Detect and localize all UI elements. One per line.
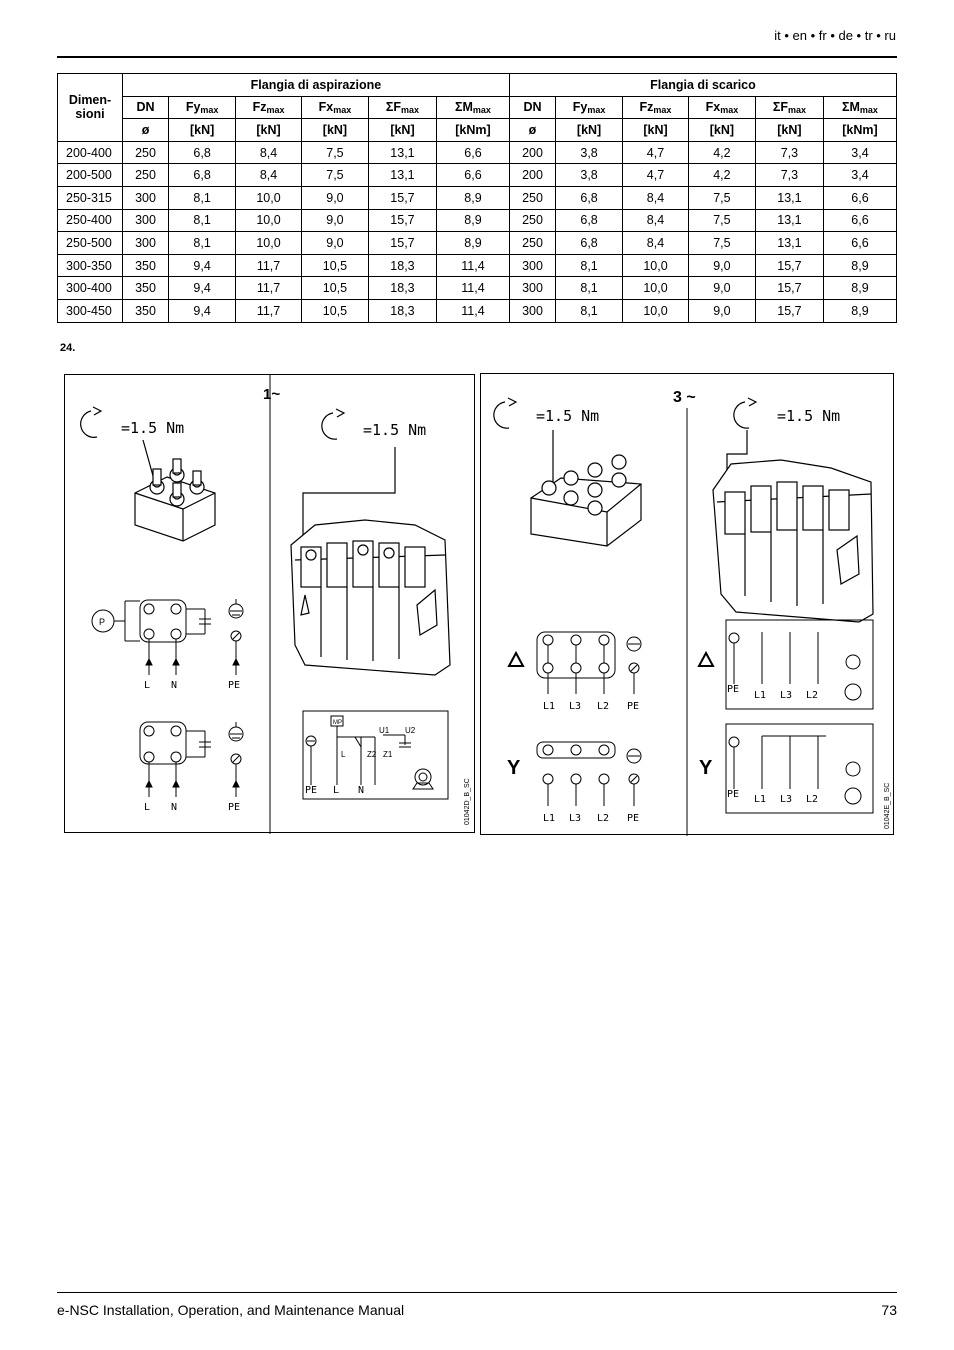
value-cell: 13,1 <box>368 141 436 164</box>
start-line-pe: PE <box>228 802 241 813</box>
value-cell: 9,4 <box>169 277 236 300</box>
value-cell: 11,7 <box>236 254 302 277</box>
star-inset-l3: L3 <box>780 794 793 805</box>
value-cell: 8,9 <box>823 299 896 322</box>
value-cell: 8,1 <box>556 254 623 277</box>
value-cell: 15,7 <box>755 277 823 300</box>
start-line-l: L <box>144 802 151 813</box>
star-inset-diagram <box>726 724 873 813</box>
value-cell: 6,6 <box>823 232 896 255</box>
value-cell: 200 <box>509 164 555 187</box>
torque-label: =1.5 Nm <box>363 421 427 439</box>
value-cell: 15,7 <box>755 299 823 322</box>
value-cell: 18,3 <box>368 254 436 277</box>
delta-line-l1: L1 <box>543 701 556 712</box>
column-header-fz: $Fz_{max}$ <box>236 96 302 119</box>
value-cell: 8,4 <box>623 232 689 255</box>
value-cell: 8,4 <box>236 164 302 187</box>
value-cell: 11,7 <box>236 277 302 300</box>
value-cell: 250 <box>123 164 169 187</box>
star-symbol: Y <box>507 757 521 779</box>
run-line-pe: PE <box>228 680 241 691</box>
value-cell: 10,5 <box>301 277 368 300</box>
delta-inset-pe: PE <box>727 684 740 695</box>
value-cell: 9,4 <box>169 254 236 277</box>
unit-header: [kN] <box>169 119 236 142</box>
discharge-group-header: Flangia di scarico <box>509 74 896 97</box>
column-header-fy: $Fy_{max}$ <box>169 96 236 119</box>
unit-header-row <box>58 119 897 142</box>
wiring-diagram-start <box>140 722 243 797</box>
value-cell: 3,8 <box>556 141 623 164</box>
torque-label: =1.5 Nm <box>777 407 841 425</box>
unit-header: [kNm] <box>436 119 509 142</box>
star-line-pe: PE <box>627 813 640 824</box>
value-cell: 6,8 <box>556 186 623 209</box>
suction-group-header: Flangia di aspirazione <box>123 74 510 97</box>
run-line-n: N <box>171 680 178 691</box>
single-phase-panel <box>64 374 475 833</box>
value-cell: 13,1 <box>755 186 823 209</box>
table-row <box>58 141 897 164</box>
unit-header: ø <box>509 119 555 142</box>
terminal-block-icon <box>135 440 215 541</box>
column-header-row <box>58 96 897 119</box>
terminal-strip-icon <box>291 447 450 675</box>
wiring-diagram-run <box>92 599 243 675</box>
star-line-l2: L2 <box>597 813 610 824</box>
value-cell: 8,4 <box>236 141 302 164</box>
inset-line-pe: PE <box>305 785 318 796</box>
value-cell: 3,8 <box>556 164 623 187</box>
value-cell: 15,7 <box>368 209 436 232</box>
torque-arrow-icon <box>322 409 344 439</box>
value-cell: 300 <box>509 299 555 322</box>
value-cell: 8,9 <box>823 277 896 300</box>
unit-header: [kN] <box>556 119 623 142</box>
table-body <box>58 141 897 322</box>
value-cell: 350 <box>123 254 169 277</box>
torque-arrow-icon <box>81 407 101 437</box>
footer-title: e-NSC Installation, Operation, and Maintenance Manual <box>57 1302 405 1318</box>
table-row <box>58 254 897 277</box>
torque-label: =1.5 Nm <box>536 407 600 425</box>
value-cell: 7,5 <box>301 141 368 164</box>
column-header-sf: $\Sigma F_{max}$ <box>368 96 436 119</box>
inset-line-n: N <box>358 785 365 796</box>
value-cell: 6,6 <box>436 164 509 187</box>
inset-l-label: L <box>341 750 346 759</box>
star-line-l3: L3 <box>569 813 582 824</box>
value-cell: 8,9 <box>436 232 509 255</box>
value-cell: 200 <box>509 141 555 164</box>
single-phase-title: 1~ <box>263 386 281 403</box>
delta-wiring-diagram <box>509 632 641 694</box>
terminal-strip-icon <box>713 430 873 622</box>
column-header-fx: $Fx_{max}$ <box>301 96 368 119</box>
inset-u2-label: U2 <box>405 726 416 735</box>
value-cell: 4,7 <box>623 164 689 187</box>
value-cell: 9,0 <box>301 209 368 232</box>
delta-inset-l1: L1 <box>754 690 767 701</box>
column-header-dn: DN <box>509 96 555 119</box>
size-cell: 300-400 <box>58 277 123 300</box>
column-header-dn: DN <box>123 96 169 119</box>
value-cell: 250 <box>509 186 555 209</box>
table-row <box>58 299 897 322</box>
value-cell: 11,4 <box>436 277 509 300</box>
value-cell: 8,1 <box>556 277 623 300</box>
unit-header: ø <box>123 119 169 142</box>
value-cell: 10,0 <box>236 186 302 209</box>
value-cell: 300 <box>509 254 555 277</box>
start-line-n: N <box>171 802 178 813</box>
star-symbol: Y <box>699 757 713 779</box>
value-cell: 350 <box>123 277 169 300</box>
page-number: 73 <box>881 1302 897 1318</box>
header-rule <box>57 56 897 58</box>
value-cell: 10,0 <box>236 232 302 255</box>
size-cell: 200-500 <box>58 164 123 187</box>
value-cell: 7,3 <box>755 164 823 187</box>
table-row <box>58 232 897 255</box>
unit-header: [kN] <box>368 119 436 142</box>
value-cell: 11,4 <box>436 254 509 277</box>
value-cell: 9,0 <box>301 232 368 255</box>
value-cell: 250 <box>509 232 555 255</box>
language-list: it • en • fr • de • tr • ru <box>774 28 896 43</box>
value-cell: 11,4 <box>436 299 509 322</box>
value-cell: 250 <box>123 141 169 164</box>
delta-inset-l2: L2 <box>806 690 819 701</box>
size-cell: 300-450 <box>58 299 123 322</box>
value-cell: 15,7 <box>368 232 436 255</box>
table-row <box>58 209 897 232</box>
inset-u1-label: U1 <box>379 726 390 735</box>
value-cell: 7,5 <box>688 232 755 255</box>
value-cell: 9,0 <box>688 277 755 300</box>
value-cell: 300 <box>509 277 555 300</box>
value-cell: 9,0 <box>688 254 755 277</box>
value-cell: 6,8 <box>556 209 623 232</box>
size-cell: 200-400 <box>58 141 123 164</box>
value-cell: 8,4 <box>623 186 689 209</box>
unit-header: [kN] <box>688 119 755 142</box>
value-cell: 10,0 <box>236 209 302 232</box>
star-line-l1: L1 <box>543 813 556 824</box>
value-cell: 4,2 <box>688 164 755 187</box>
figure-code: 01042E_B_SC <box>884 782 891 829</box>
delta-line-l2: L2 <box>597 701 610 712</box>
value-cell: 8,9 <box>823 254 896 277</box>
value-cell: 6,8 <box>169 164 236 187</box>
star-wiring-diagram <box>537 742 641 806</box>
inset-z1-label: Z1 <box>383 750 393 759</box>
value-cell: 8,1 <box>556 299 623 322</box>
value-cell: 6,8 <box>169 141 236 164</box>
value-cell: 9,0 <box>688 299 755 322</box>
size-cell: 250-400 <box>58 209 123 232</box>
figure-number: 24. <box>60 342 76 354</box>
dim-header: Dimen- sioni <box>58 74 123 142</box>
value-cell: 8,9 <box>436 186 509 209</box>
three-phase-diagram <box>481 374 895 836</box>
value-cell: 4,2 <box>688 141 755 164</box>
delta-inset-l3: L3 <box>780 690 793 701</box>
footer-rule <box>57 1292 897 1293</box>
value-cell: 3,4 <box>823 164 896 187</box>
column-header-sm: $\Sigma M_{max}$ <box>823 96 896 119</box>
star-inset-pe: PE <box>727 789 740 800</box>
size-cell: 250-500 <box>58 232 123 255</box>
unit-header: [kN] <box>755 119 823 142</box>
terminal-block-icon <box>531 430 641 546</box>
unit-header: [kN] <box>301 119 368 142</box>
value-cell: 300 <box>123 186 169 209</box>
size-cell: 300-350 <box>58 254 123 277</box>
value-cell: 9,0 <box>301 186 368 209</box>
value-cell: 8,1 <box>169 232 236 255</box>
value-cell: 3,4 <box>823 141 896 164</box>
value-cell: 6,6 <box>823 209 896 232</box>
value-cell: 10,0 <box>623 299 689 322</box>
three-phase-title: 3 ~ <box>673 389 696 406</box>
value-cell: 11,7 <box>236 299 302 322</box>
value-cell: 9,4 <box>169 299 236 322</box>
column-header-fy: $Fy_{max}$ <box>556 96 623 119</box>
value-cell: 10,0 <box>623 277 689 300</box>
inset-z2-label: Z2 <box>367 750 377 759</box>
size-cell: 250-315 <box>58 186 123 209</box>
value-cell: 8,4 <box>623 209 689 232</box>
three-phase-panel <box>480 373 894 835</box>
value-cell: 15,7 <box>368 186 436 209</box>
inset-line-l: L <box>333 785 340 796</box>
single-phase-diagram <box>65 375 476 834</box>
value-cell: 10,0 <box>623 254 689 277</box>
torque-label: =1.5 Nm <box>121 419 185 437</box>
torque-arrow-icon <box>734 398 756 428</box>
value-cell: 10,5 <box>301 299 368 322</box>
column-header-fx: $Fx_{max}$ <box>688 96 755 119</box>
value-cell: 300 <box>123 209 169 232</box>
value-cell: 8,1 <box>169 186 236 209</box>
value-cell: 18,3 <box>368 277 436 300</box>
figure-code: 01042D_B_SC <box>464 778 471 825</box>
flange-loads-table <box>57 73 897 323</box>
value-cell: 10,5 <box>301 254 368 277</box>
column-header-sf: $\Sigma F_{max}$ <box>755 96 823 119</box>
value-cell: 7,3 <box>755 141 823 164</box>
value-cell: 18,3 <box>368 299 436 322</box>
inset-mp-label: MP <box>333 720 342 726</box>
value-cell: 15,7 <box>755 254 823 277</box>
value-cell: 13,1 <box>755 232 823 255</box>
run-p-label: P <box>99 617 106 627</box>
value-cell: 7,5 <box>688 209 755 232</box>
value-cell: 6,8 <box>556 232 623 255</box>
value-cell: 6,6 <box>436 141 509 164</box>
value-cell: 8,1 <box>169 209 236 232</box>
delta-line-pe: PE <box>627 701 640 712</box>
torque-arrow-icon <box>494 398 516 428</box>
value-cell: 8,9 <box>436 209 509 232</box>
column-header-fz: $Fz_{max}$ <box>623 96 689 119</box>
value-cell: 250 <box>509 209 555 232</box>
table-row <box>58 164 897 187</box>
value-cell: 13,1 <box>368 164 436 187</box>
value-cell: 13,1 <box>755 209 823 232</box>
value-cell: 300 <box>123 232 169 255</box>
table-row <box>58 186 897 209</box>
star-inset-l2: L2 <box>806 794 819 805</box>
unit-header: [kNm] <box>823 119 896 142</box>
star-inset-l1: L1 <box>754 794 767 805</box>
table-row <box>58 277 897 300</box>
delta-line-l3: L3 <box>569 701 582 712</box>
value-cell: 4,7 <box>623 141 689 164</box>
value-cell: 6,6 <box>823 186 896 209</box>
value-cell: 7,5 <box>688 186 755 209</box>
run-line-l: L <box>144 680 151 691</box>
unit-header: [kN] <box>236 119 302 142</box>
value-cell: 350 <box>123 299 169 322</box>
unit-header: [kN] <box>623 119 689 142</box>
column-header-sm: $\Sigma M_{max}$ <box>436 96 509 119</box>
value-cell: 7,5 <box>301 164 368 187</box>
